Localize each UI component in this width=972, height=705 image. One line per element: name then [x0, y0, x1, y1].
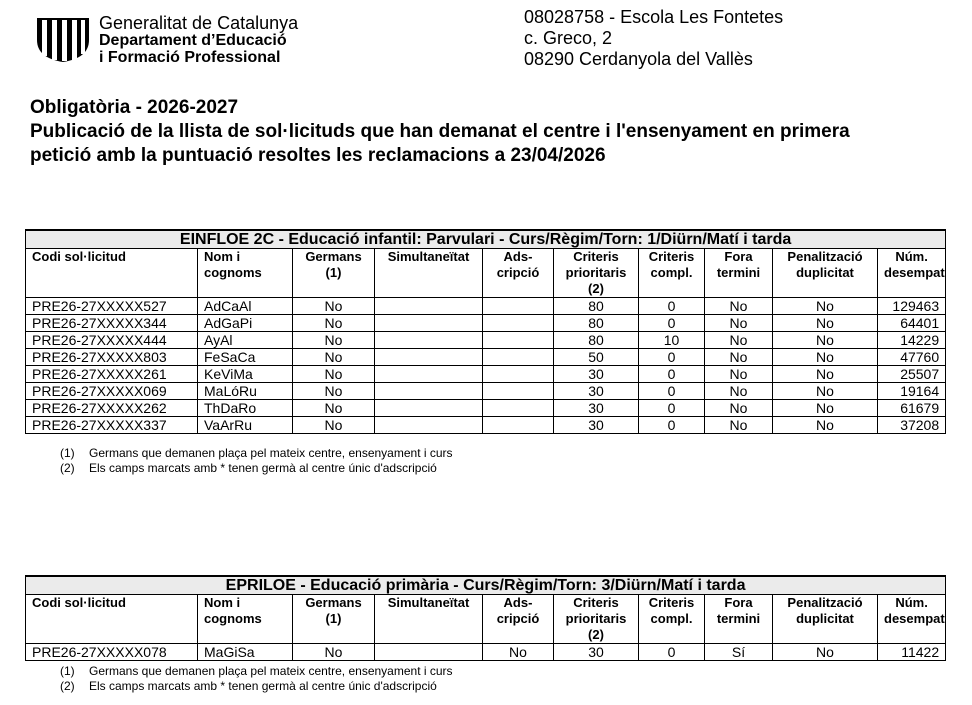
cell-simultaneitat — [375, 332, 483, 349]
column-header-line: cripció — [496, 265, 540, 280]
footnote-text: Germans que demanen plaça pel mateix centre, ensenyament i curs — [89, 446, 453, 460]
cell-penalitzacio: No — [773, 315, 878, 332]
requests-table-einfloe — [25, 229, 946, 434]
table-caption-row — [26, 576, 946, 595]
footnote-number: (2) — [60, 679, 75, 693]
cell-adscripcio — [483, 332, 554, 349]
column-header-line: (2) — [588, 627, 604, 642]
table-row — [26, 644, 946, 661]
table-row — [26, 332, 946, 349]
footnote — [60, 461, 453, 476]
column-header-adscripcio — [483, 249, 554, 298]
cell-nom: ThDaRo — [198, 400, 293, 417]
footnote-number: (1) — [60, 664, 75, 678]
table-row — [26, 349, 946, 366]
column-header-germans — [293, 595, 375, 644]
column-header-line: compl. — [650, 265, 693, 280]
cell-adscripcio — [483, 383, 554, 400]
cell-germans: No — [293, 332, 375, 349]
column-header-line: desempat — [884, 611, 945, 626]
cell-criteris-prioritaris: 30 — [554, 383, 639, 400]
school-address — [524, 7, 783, 70]
column-header-nom — [198, 595, 293, 644]
column-header-nom — [198, 249, 293, 298]
cell-simultaneitat — [375, 644, 483, 661]
cell-codi: PRE26-27XXXXX078 — [26, 644, 198, 661]
column-header-line: Criteris — [573, 249, 619, 264]
table-caption: EINFLOE 2C - Educació infantil: Parvulari - Curs/Règim/Torn: 1/Diürn/Matí i tarda — [26, 230, 946, 249]
column-header-line: prioritaris — [565, 611, 627, 626]
column-header-line: Simultaneïtat — [387, 595, 470, 610]
cell-adscripcio — [483, 417, 554, 434]
column-header-line: Ads- — [503, 595, 533, 610]
requests-table-epriloe — [25, 575, 946, 661]
footnote-number: (2) — [60, 461, 75, 475]
table-row — [26, 400, 946, 417]
cell-simultaneitat — [375, 315, 483, 332]
cell-penalitzacio: No — [773, 349, 878, 366]
cell-adscripcio — [483, 400, 554, 417]
footnote — [60, 679, 453, 694]
cell-num-desempat: 11422 — [878, 644, 946, 661]
organisation-name — [99, 15, 298, 66]
column-header-codi — [26, 249, 198, 298]
table-row — [26, 298, 946, 315]
cell-criteris-compl: 0 — [639, 417, 705, 434]
cell-germans: No — [293, 366, 375, 383]
footnote-number: (1) — [60, 446, 75, 460]
cell-simultaneitat — [375, 417, 483, 434]
cell-criteris-prioritaris: 30 — [554, 366, 639, 383]
org-line-1: Generalitat de Catalunya — [99, 13, 299, 33]
cell-simultaneitat — [375, 366, 483, 383]
cell-codi: PRE26-27XXXXX527 — [26, 298, 198, 315]
cell-simultaneitat — [375, 349, 483, 366]
cell-fora-termini: No — [705, 298, 773, 315]
column-header-line: duplicitat — [796, 611, 854, 626]
cell-criteris-compl: 10 — [639, 332, 705, 349]
cell-penalitzacio: No — [773, 400, 878, 417]
cell-criteris-prioritaris: 80 — [554, 315, 639, 332]
cell-criteris-compl: 0 — [639, 644, 705, 661]
cell-adscripcio — [483, 298, 554, 315]
cell-penalitzacio: No — [773, 298, 878, 315]
cell-criteris-compl: 0 — [639, 298, 705, 315]
cell-codi: PRE26-27XXXXX069 — [26, 383, 198, 400]
column-header-criteris-prioritaris — [554, 249, 639, 298]
cell-codi: PRE26-27XXXXX261 — [26, 366, 198, 383]
column-header-line: Penalització — [787, 595, 863, 610]
cell-num-desempat: 37208 — [878, 417, 946, 434]
column-header-line: Criteris — [648, 595, 695, 610]
cell-germans: No — [293, 298, 375, 315]
cell-germans: No — [293, 349, 375, 366]
table-header-row — [26, 595, 946, 644]
cell-nom: FeSaCa — [198, 349, 293, 366]
footnote — [60, 446, 453, 461]
column-header-line: Germans — [305, 249, 362, 264]
cell-simultaneitat — [375, 383, 483, 400]
title-line-3: petició amb la puntuació resoltes les reclamacions a 23/04/2026 — [30, 145, 606, 166]
footnote-text: Els camps marcats amb * tenen germà al centre únic d'adscripció — [89, 679, 437, 693]
cell-num-desempat: 61679 — [878, 400, 946, 417]
cell-criteris-compl: 0 — [639, 315, 705, 332]
school-line-2: c. Greco, 2 — [524, 28, 613, 48]
generalitat-logo-icon — [33, 14, 93, 64]
cell-fora-termini: No — [705, 417, 773, 434]
column-header-simultaneitat — [375, 249, 483, 298]
cell-fora-termini: Sí — [705, 644, 773, 661]
cell-penalitzacio: No — [773, 383, 878, 400]
column-header-simultaneitat — [375, 595, 483, 644]
column-header-codi — [26, 595, 198, 644]
column-header-line: Codi sol·licitud — [32, 595, 126, 610]
cell-criteris-prioritaris: 30 — [554, 644, 639, 661]
column-header-line: Criteris — [648, 249, 695, 264]
column-header-line: termini — [716, 611, 761, 626]
cell-germans: No — [293, 417, 375, 434]
cell-adscripcio — [483, 349, 554, 366]
column-header-line: (1) — [325, 265, 342, 280]
cell-criteris-compl: 0 — [639, 366, 705, 383]
title-line-2: Publicació de la llista de sol·licituds que han demanat el centre i l'ensenyament en primera — [30, 121, 850, 142]
column-header-fora-termini — [705, 249, 773, 298]
cell-adscripcio — [483, 315, 554, 332]
org-line-3: i Formació Professional — [99, 49, 281, 66]
cell-codi: PRE26-27XXXXX803 — [26, 349, 198, 366]
column-header-line: termini — [716, 265, 761, 280]
cell-germans: No — [293, 400, 375, 417]
table-row — [26, 417, 946, 434]
cell-criteris-compl: 0 — [639, 400, 705, 417]
cell-penalitzacio: No — [773, 332, 878, 349]
cell-nom: AyAl — [198, 332, 293, 349]
column-header-line: (2) — [588, 281, 604, 296]
table-footnotes — [60, 446, 453, 476]
column-header-criteris-compl — [639, 595, 705, 644]
cell-num-desempat: 25507 — [878, 366, 946, 383]
column-header-line: cognoms — [204, 611, 262, 626]
cell-num-desempat: 64401 — [878, 315, 946, 332]
cell-num-desempat: 14229 — [878, 332, 946, 349]
column-header-line: Núm. — [895, 595, 928, 610]
cell-codi: PRE26-27XXXXX337 — [26, 417, 198, 434]
column-header-line: cognoms — [204, 265, 262, 280]
table-footnotes — [60, 664, 453, 694]
column-header-germans — [293, 249, 375, 298]
school-line-1: 08028758 - Escola Les Fontetes — [524, 7, 784, 27]
column-header-line: cripció — [496, 611, 540, 626]
cell-nom: AdGaPi — [198, 315, 293, 332]
cell-germans: No — [293, 644, 375, 661]
cell-fora-termini: No — [705, 349, 773, 366]
column-header-line: Criteris — [573, 595, 619, 610]
cell-penalitzacio: No — [773, 417, 878, 434]
table-row — [26, 383, 946, 400]
column-header-line: Penalització — [787, 249, 863, 264]
footnote-text: Els camps marcats amb * tenen germà al centre únic d'adscripció — [89, 461, 437, 475]
cell-criteris-prioritaris: 80 — [554, 298, 639, 315]
column-header-line: Fora — [724, 249, 753, 264]
cell-penalitzacio: No — [773, 644, 878, 661]
column-header-line: Nom i — [204, 595, 241, 610]
column-header-line: (1) — [325, 611, 342, 626]
cell-simultaneitat — [375, 298, 483, 315]
column-header-penalitzacio — [773, 249, 878, 298]
cell-fora-termini: No — [705, 400, 773, 417]
column-header-fora-termini — [705, 595, 773, 644]
cell-germans: No — [293, 383, 375, 400]
cell-criteris-prioritaris: 80 — [554, 332, 639, 349]
table-row — [26, 366, 946, 383]
cell-fora-termini: No — [705, 383, 773, 400]
cell-adscripcio: No — [483, 644, 554, 661]
cell-germans: No — [293, 315, 375, 332]
column-header-adscripcio — [483, 595, 554, 644]
cell-criteris-prioritaris: 50 — [554, 349, 639, 366]
column-header-num-desempat — [878, 595, 946, 644]
column-header-line: desempat — [884, 265, 945, 280]
cell-nom: KeViMa — [198, 366, 293, 383]
table-caption: EPRILOE - Educació primària - Curs/Règim/Torn: 3/Diürn/Matí i tarda — [26, 576, 946, 595]
column-header-line: Nom i — [204, 249, 241, 264]
cell-codi: PRE26-27XXXXX444 — [26, 332, 198, 349]
column-header-line: Codi sol·licitud — [32, 249, 126, 264]
column-header-line: Ads- — [503, 249, 533, 264]
cell-num-desempat: 47760 — [878, 349, 946, 366]
footnote-text: Germans que demanen plaça pel mateix centre, ensenyament i curs — [89, 664, 453, 678]
column-header-criteris-prioritaris — [554, 595, 639, 644]
column-header-line: compl. — [650, 611, 693, 626]
column-header-line: Germans — [305, 595, 362, 610]
footnote — [60, 664, 453, 679]
column-header-line: Simultaneïtat — [387, 249, 470, 264]
cell-fora-termini: No — [705, 332, 773, 349]
cell-codi: PRE26-27XXXXX262 — [26, 400, 198, 417]
cell-fora-termini: No — [705, 315, 773, 332]
column-header-penalitzacio — [773, 595, 878, 644]
table-caption-row — [26, 230, 946, 249]
column-header-line: prioritaris — [565, 265, 627, 280]
cell-adscripcio — [483, 366, 554, 383]
cell-criteris-compl: 0 — [639, 349, 705, 366]
column-header-criteris-compl — [639, 249, 705, 298]
cell-nom: MaLóRu — [198, 383, 293, 400]
title-line-1: Obligatòria - 2026-2027 — [30, 97, 239, 118]
org-line-2: Departament d’Educació — [99, 32, 287, 49]
cell-penalitzacio: No — [773, 366, 878, 383]
cell-criteris-compl: 0 — [639, 383, 705, 400]
table-row — [26, 315, 946, 332]
column-header-line: duplicitat — [796, 265, 854, 280]
cell-simultaneitat — [375, 400, 483, 417]
school-line-3: 08290 Cerdanyola del Vallès — [524, 49, 753, 69]
column-header-line: Núm. — [895, 249, 928, 264]
column-header-num-desempat — [878, 249, 946, 298]
cell-nom: VaArRu — [198, 417, 293, 434]
cell-codi: PRE26-27XXXXX344 — [26, 315, 198, 332]
cell-fora-termini: No — [705, 366, 773, 383]
cell-nom: MaGiSa — [198, 644, 293, 661]
table-header-row — [26, 249, 946, 298]
cell-num-desempat: 19164 — [878, 383, 946, 400]
page-title — [30, 96, 850, 168]
cell-criteris-prioritaris: 30 — [554, 400, 639, 417]
cell-nom: AdCaAl — [198, 298, 293, 315]
cell-criteris-prioritaris: 30 — [554, 417, 639, 434]
cell-num-desempat: 129463 — [878, 298, 946, 315]
column-header-line: Fora — [724, 595, 753, 610]
